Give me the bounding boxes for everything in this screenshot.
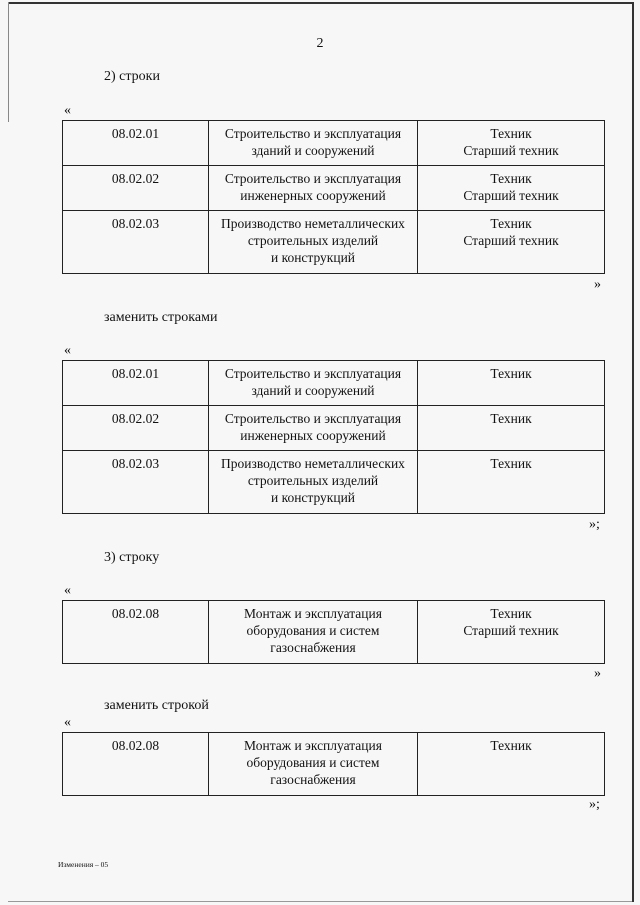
name-line: газоснабжения <box>270 640 356 655</box>
name-line: оборудования и систем <box>246 623 380 638</box>
code-cell: 08.02.02 <box>63 166 209 211</box>
name-line: зданий и сооружений <box>251 383 375 398</box>
section-heading: 2) строки <box>104 69 160 84</box>
rows-table <box>62 120 605 274</box>
code-cell: 08.02.08 <box>63 601 209 664</box>
qualification-cell <box>418 451 605 514</box>
scan-border-bottom <box>8 901 632 902</box>
qualification-line: Техник <box>490 216 532 231</box>
qualification-line: Техник <box>490 456 532 471</box>
table-row <box>63 166 605 211</box>
close-quote: »; <box>589 517 600 532</box>
qualification-line: Старший техник <box>463 623 559 638</box>
name-cell <box>209 451 418 514</box>
close-quote: »; <box>589 797 600 812</box>
page-number: 2 <box>316 36 324 51</box>
table-row <box>63 211 605 274</box>
code-cell: 08.02.02 <box>63 406 209 451</box>
open-quote: « <box>64 103 71 118</box>
table-row <box>63 361 605 406</box>
name-line: Монтаж и эксплуатация <box>244 606 382 621</box>
name-cell <box>209 211 418 274</box>
name-cell <box>209 406 418 451</box>
name-line: Монтаж и эксплуатация <box>244 738 382 753</box>
name-line: Строительство и эксплуатация <box>224 411 402 426</box>
qualification-line: Техник <box>490 606 532 621</box>
name-line: Строительство и эксплуатация <box>224 366 402 381</box>
name-line: зданий и сооружений <box>251 143 375 158</box>
qualification-cell <box>418 166 605 211</box>
name-cell <box>209 166 418 211</box>
name-line: Производство неметаллических <box>221 456 405 471</box>
section-heading: 3) строку <box>104 550 160 565</box>
name-cell <box>209 601 418 664</box>
name-cell <box>209 733 418 796</box>
open-quote: « <box>64 583 71 598</box>
name-line: строительных изделий <box>247 473 379 488</box>
close-quote: » <box>594 666 601 681</box>
table-row <box>63 121 605 166</box>
name-line: Строительство и эксплуатация <box>224 126 402 141</box>
section-heading: заменить строками <box>104 310 218 325</box>
name-line: и конструкций <box>270 490 356 505</box>
rows-table <box>62 600 605 664</box>
table-row <box>63 451 605 514</box>
qualification-line: Техник <box>490 366 532 381</box>
qualification-line: Старший техник <box>463 233 559 248</box>
qualification-cell <box>418 406 605 451</box>
close-quote: » <box>594 277 601 292</box>
scan-border-top <box>8 2 632 4</box>
qualification-cell <box>418 733 605 796</box>
qualification-line: Техник <box>490 738 532 753</box>
code-cell: 08.02.01 <box>63 121 209 166</box>
name-line: и конструкций <box>270 250 356 265</box>
open-quote: « <box>64 343 71 358</box>
table-row <box>63 601 605 664</box>
name-line: оборудования и систем <box>246 755 380 770</box>
open-quote: « <box>64 715 71 730</box>
qualification-cell <box>418 361 605 406</box>
qualification-line: Техник <box>490 171 532 186</box>
rows-table <box>62 360 605 514</box>
qualification-line: Техник <box>490 411 532 426</box>
name-line: инженерных сооружений <box>240 188 386 203</box>
qualification-cell <box>418 211 605 274</box>
name-line: газоснабжения <box>270 772 356 787</box>
section-heading: заменить строкой <box>104 698 209 713</box>
code-cell: 08.02.03 <box>63 451 209 514</box>
name-line: строительных изделий <box>247 233 379 248</box>
table-row <box>63 406 605 451</box>
code-cell: 08.02.08 <box>63 733 209 796</box>
name-cell <box>209 361 418 406</box>
qualification-cell <box>418 601 605 664</box>
qualification-line: Старший техник <box>463 188 559 203</box>
scan-border-left <box>8 2 9 122</box>
name-line: Производство неметаллических <box>221 216 405 231</box>
name-cell <box>209 121 418 166</box>
qualification-cell <box>418 121 605 166</box>
scan-border-right <box>632 2 634 902</box>
footer-note: Изменения – 05 <box>58 860 109 869</box>
qualification-line: Техник <box>490 126 532 141</box>
code-cell: 08.02.01 <box>63 361 209 406</box>
code-cell: 08.02.03 <box>63 211 209 274</box>
table-row <box>63 733 605 796</box>
name-line: Строительство и эксплуатация <box>224 171 402 186</box>
name-line: инженерных сооружений <box>240 428 386 443</box>
qualification-line: Старший техник <box>463 143 559 158</box>
rows-table <box>62 732 605 796</box>
